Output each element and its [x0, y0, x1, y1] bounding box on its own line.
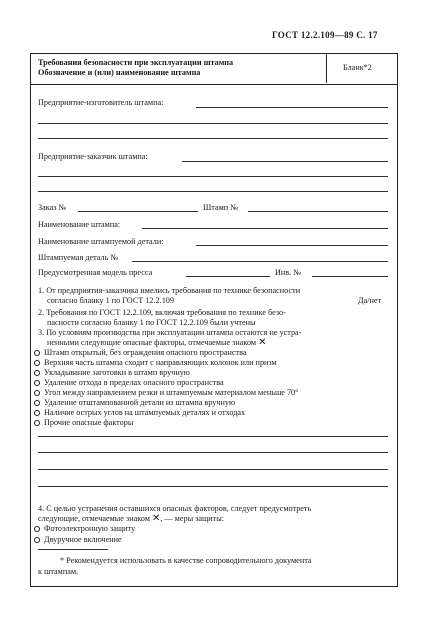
item3-line2-text: ненными следующие опасные факторы, отмечаемые знаком	[47, 338, 257, 347]
customer-line-3[interactable]	[38, 191, 388, 192]
footnote-separator	[38, 549, 108, 550]
hazard-item-6[interactable]: Удаление отштампованной детали из штампа вручную	[34, 398, 235, 408]
customer-line-2[interactable]	[38, 176, 388, 177]
inv-no-line[interactable]	[312, 276, 388, 277]
customer-label: Предприятие-заказчик штампа:	[38, 152, 148, 161]
customer-line-1[interactable]	[182, 161, 388, 162]
other-hazards-line-1[interactable]	[38, 436, 388, 437]
hazard-item-7[interactable]: Наличие острых углов на штампуемых деталях и отходах	[34, 408, 245, 418]
order-line[interactable]	[78, 211, 198, 212]
part-name-line[interactable]	[196, 245, 388, 246]
part-name-label: Наименование штампуемой детали:	[38, 237, 164, 246]
manufacturer-label: Предприятие-изготовитель штампа:	[38, 98, 164, 107]
item1-line2: согласно бланку 1 по ГОСТ 12.2.109	[47, 296, 174, 305]
inv-no-label: Инв. №	[275, 268, 302, 277]
other-hazards-line-4[interactable]	[38, 486, 388, 487]
item2-line1: 2. Требования по ГОСТ 12.2.109, включая требования по технике безо-	[38, 308, 286, 317]
part-no-label: Штампуемая деталь №	[38, 253, 119, 262]
stamp-no-label: Штамп №	[203, 203, 238, 212]
part-no-line[interactable]	[132, 261, 388, 262]
item2-line2: пасности согласно бланку 1 по ГОСТ 12.2.109 были учтены	[47, 318, 256, 327]
item3-line2	[47, 338, 267, 348]
manufacturer-line-2[interactable]	[38, 123, 388, 124]
checkbox-circle-icon[interactable]	[34, 526, 40, 532]
item4-line2-end: , — меры защиты:	[160, 514, 225, 523]
form-number: Бланк*2	[343, 63, 372, 72]
checkbox-circle-icon[interactable]	[34, 380, 40, 386]
checkbox-circle-icon[interactable]	[34, 410, 40, 416]
title-line-1: Требования безопасности при эксплуатации штампа	[38, 58, 234, 67]
checkbox-circle-icon[interactable]	[34, 350, 40, 356]
hazard-item-2[interactable]: Верхняя часть штампа сходит с направляющих колонок или призм	[34, 358, 277, 368]
checkbox-circle-icon[interactable]	[34, 390, 40, 396]
measure-item-1[interactable]: Фотоэлектронную защиту	[34, 524, 135, 534]
item4-line2-text: следующие, отмечаемые знаком	[38, 514, 150, 523]
item3-line1: 3. По условиям производства при эксплуатации штампа остаются не устра-	[38, 328, 302, 337]
manufacturer-line-1[interactable]	[196, 107, 388, 108]
checkbox-circle-icon[interactable]	[34, 370, 40, 376]
stamp-name-line[interactable]	[142, 228, 388, 229]
item4-line2	[38, 514, 224, 524]
checkbox-circle-icon[interactable]	[34, 400, 40, 406]
item1-yes-no[interactable]: Да/нет	[358, 296, 382, 305]
stamp-name-label: Наименование штампа:	[38, 220, 121, 229]
item4-line1: 4. С целью устранения оставшихся опасных факторов, следует предусмотреть	[38, 504, 312, 513]
hazard-item-5[interactable]: Угол между направлением резки и штампуемым материалом меньше 70°	[34, 388, 298, 398]
item1-line1: 1. От предприятия-заказчика имелись требования по технике безопасности	[38, 286, 301, 295]
cross-mark-icon: ✕	[258, 337, 267, 348]
footnote-line-1: * Рекомендуется использовать в качестве сопроводительного документа	[60, 556, 312, 565]
checkbox-circle-icon[interactable]	[34, 360, 40, 366]
manufacturer-line-3[interactable]	[38, 138, 388, 139]
cross-mark-icon: ✕	[151, 513, 161, 524]
measure-item-2[interactable]: Двуручное включение	[34, 535, 122, 545]
press-model-label: Предусмотренная модель пресса	[38, 268, 153, 277]
hazard-item-3[interactable]: Укладывание заготовки в штамп вручную	[34, 368, 190, 378]
hazard-item-4[interactable]: Удаление отхода в пределах опасного пространства	[34, 378, 224, 388]
hazard-item-8[interactable]: Прочие опасные факторы	[34, 418, 133, 428]
other-hazards-line-2[interactable]	[38, 452, 388, 453]
checkbox-circle-icon[interactable]	[34, 537, 40, 543]
press-model-line[interactable]	[186, 276, 270, 277]
page-header: ГОСТ 12.2.109—89 С. 17	[272, 30, 378, 40]
hazard-item-1[interactable]: Штамп открытый, без ограждения опасного пространства	[34, 348, 246, 358]
checkbox-circle-icon[interactable]	[34, 420, 40, 426]
other-hazards-line-3[interactable]	[38, 469, 388, 470]
footnote-line-2: к штампам.	[38, 567, 79, 576]
title-line-2: Обозначение и (или) наименование штампа	[38, 68, 201, 77]
order-label: Заказ №	[38, 203, 67, 212]
stamp-no-line[interactable]	[248, 211, 388, 212]
